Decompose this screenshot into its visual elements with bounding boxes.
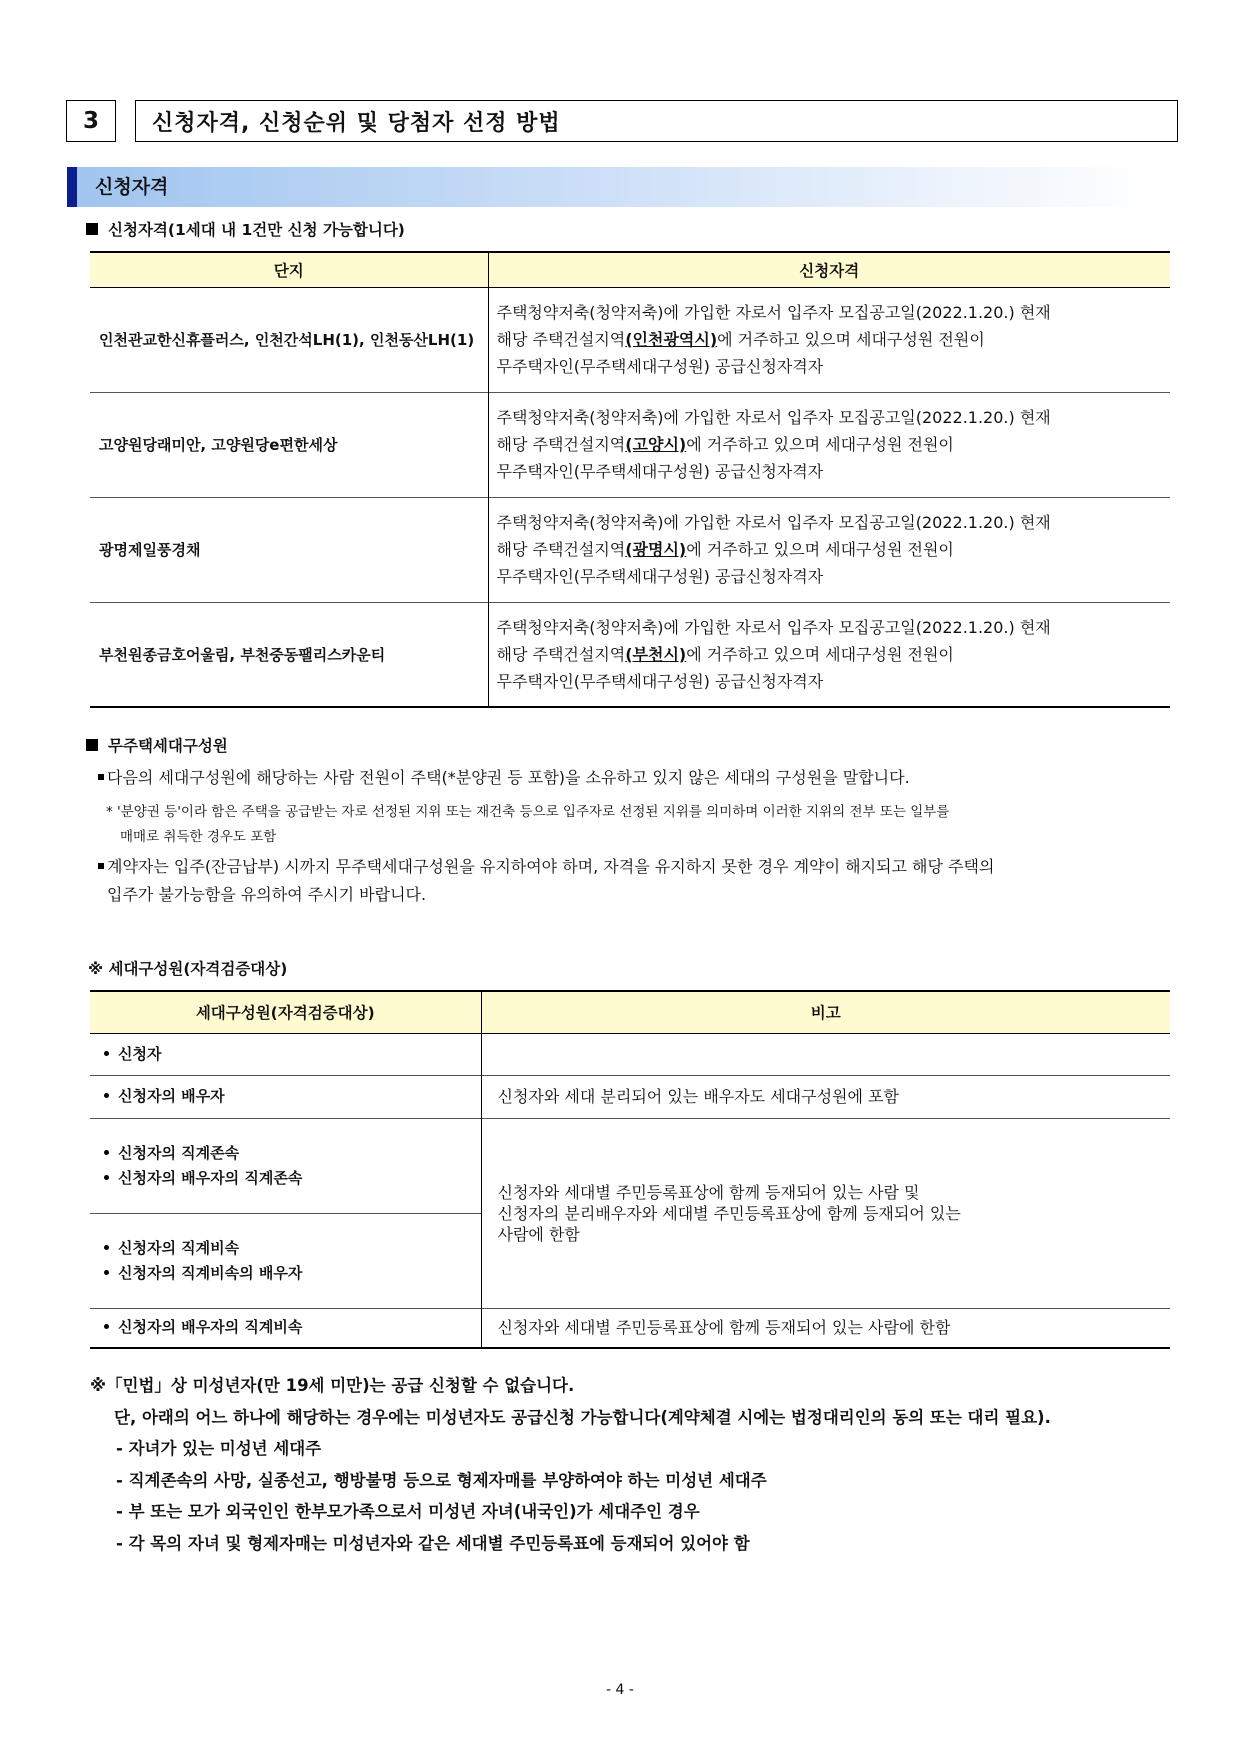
bullet-icon bbox=[104, 1093, 109, 1098]
region-name: (고양시) bbox=[625, 435, 687, 454]
complex-name: 광명제일풍경채 bbox=[90, 497, 488, 602]
eligibility-heading bbox=[86, 218, 405, 240]
page-number: - 4 - bbox=[606, 1682, 634, 1698]
member-line bbox=[104, 1166, 481, 1191]
title-band bbox=[67, 167, 1157, 207]
eligibility-line: 무주택자인(무주택세대구성원) 공급신청자격자 bbox=[496, 671, 824, 691]
contract-notice-line2: 입주가 불가능함을 유의하여 주시기 바랍니다. bbox=[107, 885, 427, 904]
eligibility-line: 무주택자인(무주택세대구성원) 공급신청자격자 bbox=[496, 357, 824, 376]
member-label: 신청자의 직계비속의 배우자 bbox=[118, 1263, 303, 1282]
eligibility-line-post: 에 거주하고 있으며 세대구성원 전원이 bbox=[686, 644, 954, 664]
region-name: (부천시) bbox=[625, 644, 687, 664]
eligibility-heading-text: 신청자격(1세대 내 1건만 신청 가능합니다) bbox=[108, 221, 405, 239]
member-cell bbox=[90, 1118, 481, 1213]
section-number: 3 bbox=[66, 100, 116, 142]
homeless-heading bbox=[86, 734, 228, 756]
eligibility-line: 주택청약저축(청약저축)에 가입한 자로서 입주자 모집공고일(2022.1.20.) 현재 bbox=[496, 513, 1051, 532]
eligibility-line-pre: 해당 주택건설지역 bbox=[496, 540, 626, 559]
remark-cell: 신청자와 세대 분리되어 있는 배우자도 세대구성원에 포함 bbox=[481, 1075, 1170, 1118]
section-title: 신청자격, 신청순위 및 당첨자 선정 방법 bbox=[135, 100, 1178, 142]
homeless-heading-text: 무주택세대구성원 bbox=[108, 737, 228, 755]
minor-note-line: - 직계존속의 사망, 실종선고, 행방불명 등으로 형제자매를 부양하여야 하는 미성년 세대주 bbox=[116, 1470, 767, 1490]
member-label: 신청자의 배우자 bbox=[118, 1087, 225, 1105]
remark-cell bbox=[481, 1118, 1170, 1308]
eligibility-line: 무주택자인(무주택세대구성원) 공급신청자격자 bbox=[496, 567, 824, 586]
contract-notice-text: 계약자는 입주(잔금납부) 시까지 무주택세대구성원을 유지하여야 하며, 자격을 유지하지 못한 경우 계약이 해지되고 해당 주택의 bbox=[107, 857, 995, 876]
contract-notice-line1 bbox=[98, 853, 994, 880]
square-bullet-icon bbox=[86, 223, 98, 235]
complex-name: 고양원당래미안, 고양원당e편한세상 bbox=[90, 392, 488, 497]
complex-name: 인천관교한신휴플러스, 인천간석LH(1), 인천동산LH(1) bbox=[90, 287, 488, 392]
table-header-row bbox=[90, 252, 1170, 287]
member-label: 신청자의 직계비속 bbox=[118, 1238, 240, 1257]
eligibility-line-post: 에 거주하고 있으며 세대구성원 전원이 bbox=[686, 540, 954, 559]
bullet-icon bbox=[104, 1270, 109, 1275]
member-cell bbox=[90, 1033, 481, 1075]
eligibility-line-pre: 해당 주택건설지역 bbox=[496, 644, 626, 664]
eligibility-line bbox=[497, 536, 1171, 563]
table-row bbox=[90, 287, 1170, 392]
eligibility-line: 주택청약저축(청약저축)에 가입한 자로서 입주자 모집공고일(2022.1.20.) 현재 bbox=[496, 408, 1051, 427]
eligibility-line: 무주택자인(무주택세대구성원) 공급신청자격자 bbox=[496, 462, 824, 481]
eligibility-line-post: 에 거주하고 있으며 세대구성원 전원이 bbox=[686, 435, 954, 454]
col-header-members: 세대구성원(자격검증대상) bbox=[90, 991, 481, 1033]
col-header-complex: 단지 bbox=[90, 252, 488, 287]
eligibility-line-post: 에 거주하고 있으며 세대구성원 전원이 bbox=[717, 330, 985, 349]
minor-note-line: 단, 아래의 어느 하나에 해당하는 경우에는 미성년자도 공급신청 가능합니다(계약체결 시에는 법정대리인의 동의 또는 대리 필요). bbox=[114, 1407, 1051, 1427]
member-cell bbox=[90, 1213, 481, 1308]
eligibility-text bbox=[488, 287, 1170, 392]
remark-cell: 신청자와 세대별 주민등록표상에 함께 등재되어 있는 사람에 한함 bbox=[481, 1308, 1170, 1348]
remark-line: 신청자와 세대별 주민등록표상에 함께 등재되어 있는 사람 및 bbox=[497, 1182, 920, 1202]
members-heading: ※ 세대구성원(자격검증대상) bbox=[88, 960, 288, 978]
member-cell bbox=[90, 1075, 481, 1118]
bullet-icon bbox=[104, 1245, 109, 1250]
col-header-remarks: 비고 bbox=[481, 991, 1170, 1033]
bullet-icon bbox=[98, 863, 104, 869]
members-table bbox=[90, 990, 1170, 1349]
eligibility-text bbox=[488, 602, 1170, 707]
minor-note-line: - 자녀가 있는 미성년 세대주 bbox=[116, 1439, 322, 1458]
table-row bbox=[90, 392, 1170, 497]
homeless-definition bbox=[98, 764, 910, 791]
region-name: (광명시) bbox=[625, 540, 687, 559]
presale-note-line1: * '분양권 등'이라 함은 주택을 공급받는 자로 선정된 지위 또는 재건축 등으로 입주자로 선정된 지위를 의미하며 이러한 지위의 전부 또는 일부를 bbox=[106, 804, 950, 820]
table-row bbox=[90, 1308, 1170, 1348]
table-row bbox=[90, 497, 1170, 602]
minor-note-line: - 각 목의 자녀 및 형제자매는 미성년자와 같은 세대별 주민등록표에 등재되어 있어야 함 bbox=[116, 1533, 750, 1553]
region-name: (인천광역시) bbox=[625, 330, 718, 349]
square-bullet-icon bbox=[86, 739, 98, 751]
member-label: 신청자의 배우자의 직계비속 bbox=[118, 1318, 303, 1337]
eligibility-line-pre: 해당 주택건설지역 bbox=[496, 435, 626, 454]
col-header-eligibility: 신청자격 bbox=[488, 252, 1170, 287]
homeless-definition-text: 다음의 세대구성원에 해당하는 사람 전원이 주택(*분양권 등 포함)을 소유하고 있지 않은 세대의 구성원을 말합니다. bbox=[107, 768, 910, 787]
remark-cell bbox=[481, 1033, 1170, 1075]
eligibility-text bbox=[488, 497, 1170, 602]
minor-note-line: - 부 또는 모가 외국인인 한부모가족으로서 미성년 자녀(내국인)가 세대주인 경우 bbox=[116, 1502, 700, 1521]
eligibility-line: 주택청약저축(청약저축)에 가입한 자로서 입주자 모집공고일(2022.1.20.) 현재 bbox=[496, 303, 1051, 322]
bullet-icon bbox=[104, 1324, 109, 1329]
eligibility-line bbox=[497, 326, 1171, 353]
member-cell bbox=[90, 1308, 481, 1348]
member-label: 신청자의 배우자의 직계존속 bbox=[118, 1168, 303, 1187]
eligibility-text bbox=[488, 392, 1170, 497]
table-row bbox=[90, 1118, 1170, 1213]
member-line bbox=[104, 1236, 481, 1261]
remark-line: 신청자의 분리배우자와 세대별 주민등록표상에 함께 등재되어 있는 bbox=[497, 1203, 961, 1223]
bullet-icon bbox=[104, 1175, 109, 1180]
member-label: 신청자의 직계존속 bbox=[118, 1143, 240, 1162]
table-row bbox=[90, 602, 1170, 707]
remark-line: 사람에 한함 bbox=[497, 1224, 580, 1244]
eligibility-line: 주택청약저축(청약저축)에 가입한 자로서 입주자 모집공고일(2022.1.20.) 현재 bbox=[496, 617, 1051, 637]
member-label: 신청자 bbox=[118, 1044, 162, 1063]
member-line bbox=[104, 1261, 481, 1286]
bullet-icon bbox=[98, 774, 104, 780]
presale-note-line2: 매매로 취득한 경우도 포함 bbox=[120, 829, 277, 845]
eligibility-line bbox=[497, 431, 1171, 458]
band-title: 신청자격 bbox=[95, 176, 169, 198]
title-band-accent bbox=[67, 167, 77, 207]
table-row bbox=[90, 1075, 1170, 1118]
minor-notes bbox=[90, 1370, 1051, 1559]
table-header-row bbox=[90, 991, 1170, 1033]
eligibility-line-pre: 해당 주택건설지역 bbox=[496, 330, 626, 349]
eligibility-table bbox=[90, 251, 1170, 708]
minor-note-line: ※「민법」상 미성년자(만 19세 미만)는 공급 신청할 수 없습니다. bbox=[90, 1376, 575, 1395]
member-line bbox=[104, 1141, 481, 1166]
table-row bbox=[90, 1033, 1170, 1075]
bullet-icon bbox=[104, 1051, 109, 1056]
bullet-icon bbox=[104, 1150, 109, 1155]
complex-name: 부천원종금호어울림, 부천중동팰리스카운티 bbox=[90, 602, 488, 707]
eligibility-line bbox=[497, 641, 1171, 668]
